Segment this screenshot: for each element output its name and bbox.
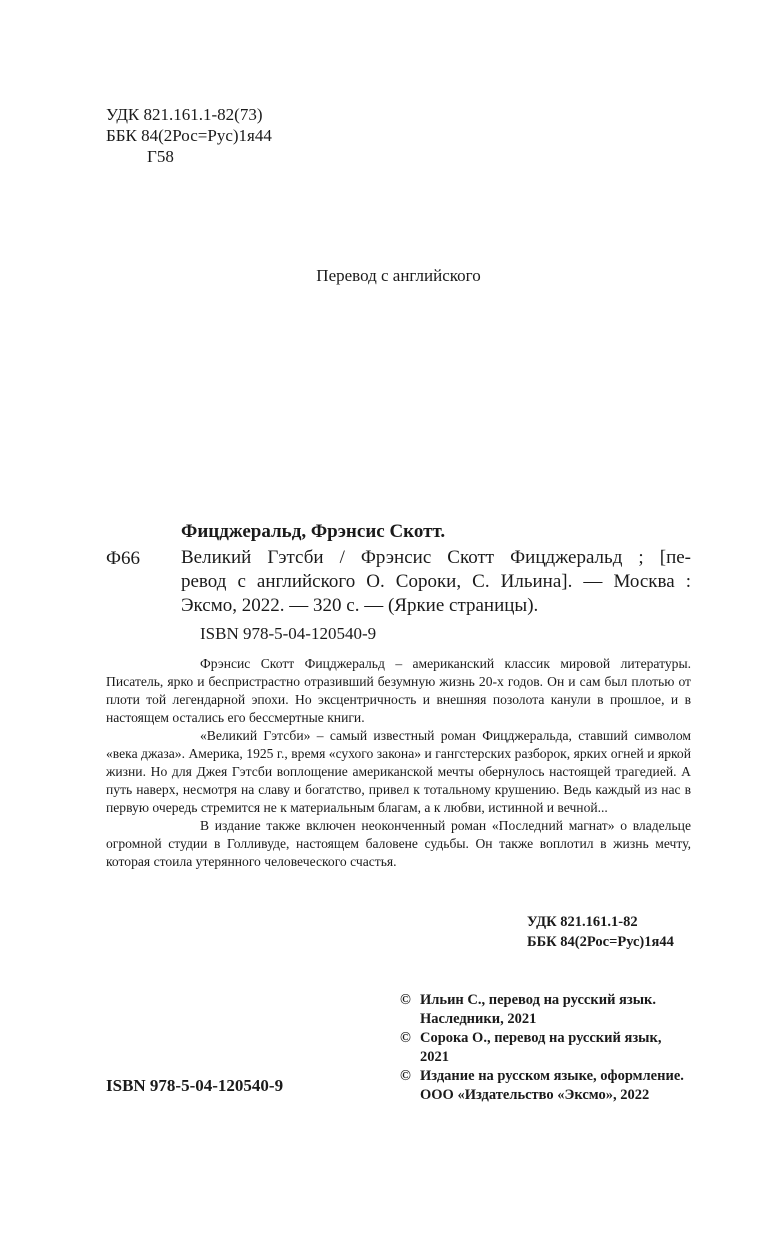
bbk-code: ББК 84(2Рос=Рус)1я44 xyxy=(106,126,272,145)
copyright-icon: © xyxy=(400,1030,411,1046)
annotation-paragraph: «Великий Гэтсби» – самый известный роман Фицджеральда, ставший символом «века джаза». Америка, 1925 г., время «сухого закона» и гангстерских разборок, ярких огней и яркой жизни. Но для Джея Гэтсби воплощение американской мечты обернулось настоящей трагедией. А путь наверх, несмотря на славу и богатство, привел к тотальному крушению. Ведь каждый из нас в первую очередь стремится не к материальным благам, а к любви, истинной и вечной... xyxy=(106,728,691,815)
udk-code: УДК 821.161.1-82(73) xyxy=(106,105,263,124)
copyright-line: Издание на русском языке, оформление. xyxy=(420,1068,684,1084)
annotation-paragraph: Фрэнсис Скотт Фицджеральд – американский классик мировой литературы. Писатель, ярко и беспристрастно отразивший безумную жизнь 20-х годов. Он и сам был плотью от плоти той легендарной эпохи. Но эксцентричность и внешняя позолота канули в прошлое, и в настоящем остались его бессмертные книги. xyxy=(106,656,691,725)
catalog-entry xyxy=(181,546,691,618)
isbn-bottom: ISBN 978-5-04-120540-9 xyxy=(106,1076,284,1095)
copyright-icon: © xyxy=(400,992,411,1008)
translated-from-note: Перевод с английского xyxy=(316,266,481,285)
copyright-line: ООО «Издательство «Эксмо», 2022 xyxy=(420,1087,650,1103)
copyright-line: Наследники, 2021 xyxy=(420,1011,537,1027)
classification-footer xyxy=(527,912,674,952)
copyright-block xyxy=(400,991,684,1105)
copyright-line: Сорока О., перевод на русский язык, xyxy=(420,1030,662,1046)
catalog-index-code: Ф66 xyxy=(106,548,141,569)
copyright-line: 2021 xyxy=(420,1049,449,1065)
copyright-icon: © xyxy=(400,1068,411,1084)
copyright-item xyxy=(400,991,684,1029)
author-mark: Г58 xyxy=(147,147,174,166)
copyright-line: Ильин С., перевод на русский язык. xyxy=(420,992,657,1008)
udk-footer: УДК 821.161.1-82 xyxy=(527,914,638,930)
annotation xyxy=(106,655,691,871)
classification-codes-block xyxy=(106,104,272,167)
copyright-item xyxy=(400,1067,684,1105)
catalog-entry-line: Эксмо, 2022. — 320 с. — (Яркие страницы). xyxy=(181,595,539,616)
catalog-entry-line: Великий Гэтсби / Фрэнсис Скотт Фицджеральд ; [пе- xyxy=(181,547,691,568)
catalog-isbn: ISBN 978-5-04-120540-9 xyxy=(200,624,377,643)
copyright-item xyxy=(400,1029,684,1067)
catalog-entry-line: ревод с английского О. Сороки, С. Ильина]. — Москва : xyxy=(181,571,691,592)
bbk-footer: ББК 84(2Рос=Рус)1я44 xyxy=(527,934,674,950)
annotation-paragraph: В издание также включен неоконченный роман «Последний магнат» о владельце огромной студии в Голливуде, настоящем баловене судьбы. Он также воплотил в жизнь мечту, которая стоила утерянного человеческого счастья. xyxy=(106,818,691,869)
catalog-author: Фицджеральд, Фрэнсис Скотт. xyxy=(181,521,446,542)
